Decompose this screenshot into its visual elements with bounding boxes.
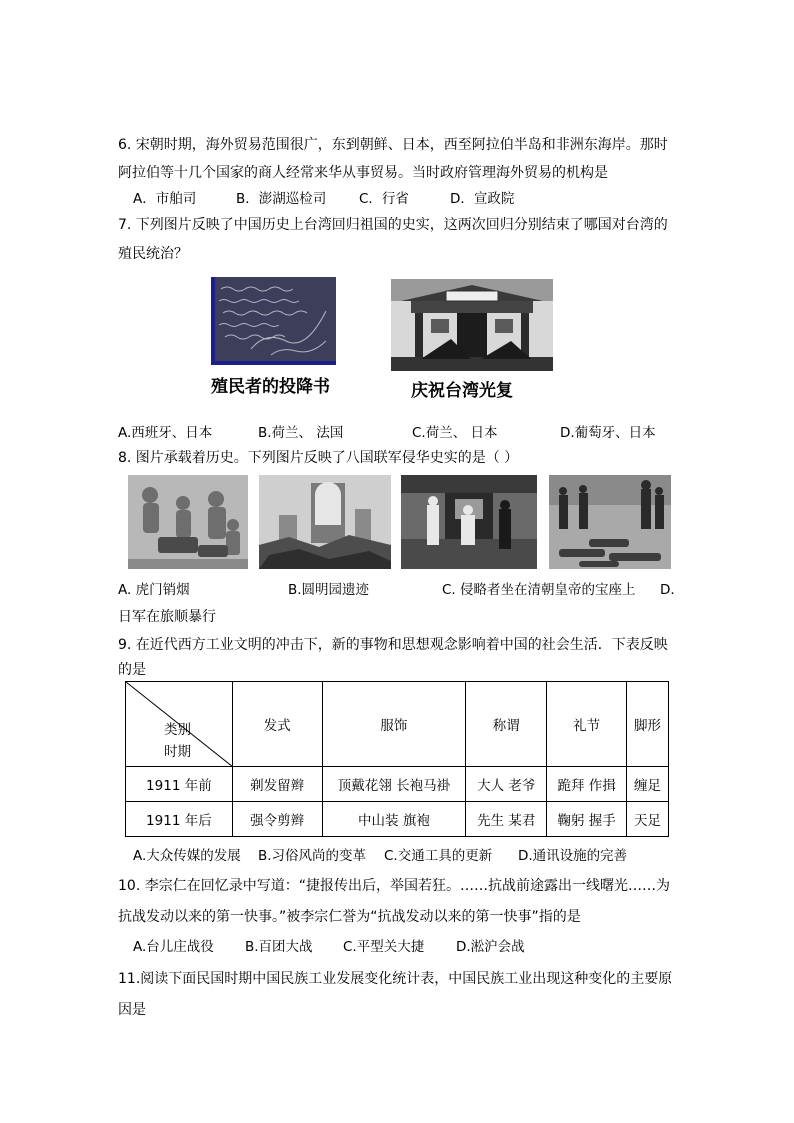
table-cell: 顶戴花翎 长袍马褂: [322, 767, 466, 802]
q6-option-a: A．市舶司: [133, 191, 197, 207]
corner-label-period: 时期: [164, 744, 191, 760]
q7-option-a: A.西班牙、日本: [118, 425, 213, 441]
q9-option-c: C.交通工具的更新: [384, 848, 493, 864]
table-cell: 鞠躬 握手: [547, 802, 627, 837]
q6-option-c: C．行省: [359, 191, 409, 207]
lushun-massacre-photo: [549, 475, 671, 569]
yuanmingyuan-ruins-photo: [259, 475, 391, 569]
customs-comparison-table: [125, 681, 669, 837]
table-cell: 天足: [627, 802, 669, 837]
table-cell: 缠足: [627, 767, 669, 802]
table-row: [126, 767, 669, 802]
q8-option-a: A. 虎门销烟: [118, 582, 190, 598]
table-cell: 中山装 旗袍: [322, 802, 466, 837]
q8-option-c: C. 侵略者坐在清朝皇帝的宝座上: [442, 582, 636, 598]
q6-option-d: D．宣政院: [450, 191, 515, 207]
q8-option-d-text: 日军在旅顺暴行: [118, 609, 216, 625]
table-cell: 大人 老爷: [466, 767, 547, 802]
table-cell: 1911 年前: [126, 767, 233, 802]
table-cell: 先生 某君: [466, 802, 547, 837]
q7-option-c: C.荷兰、 日本: [412, 425, 498, 441]
table-header-cell: 称谓: [466, 682, 547, 767]
humen-relief-photo: [128, 475, 248, 569]
q7-option-d: D.葡萄牙、日本: [560, 425, 656, 441]
table-row: [126, 802, 669, 837]
q6-option-b: B．澎湖巡检司: [236, 191, 327, 207]
q9-stem-line2: 的是: [118, 662, 146, 678]
q10-stem-line2: 抗战发动以来的第一快事。”被李宗仁誉为“抗战发动以来的第一快事”指的是: [118, 909, 581, 925]
table-corner-cell: [126, 682, 233, 767]
q7-stem-line1: 7. 下列图片反映了中国历史上台湾回归祖国的史实，这两次回归分别结束了哪国对台湾的: [118, 217, 668, 233]
q8-option-b: B.圆明园遗迹: [288, 582, 370, 598]
table-cell: 剃发留辫: [232, 767, 322, 802]
q9-option-a: A.大众传媒的发展: [133, 848, 241, 864]
q9-option-b: B.习俗风尚的变革: [258, 848, 367, 864]
q6-stem-line1: 6. 宋朝时期，海外贸易范围很广，东到朝鲜、日本，西至阿拉伯半岛和非洲东海岸。那时: [118, 137, 668, 153]
table-header-cell: 服饰: [322, 682, 466, 767]
taiwan-restoration-photo: [391, 279, 553, 371]
q11-stem-line1: 11.阅读下面民国时期中国民族工业发展变化统计表，中国民族工业出现这种变化的主要原: [118, 971, 673, 987]
q8-option-d: D.: [660, 582, 675, 598]
q10-option-a: A.台儿庄战役: [133, 939, 214, 955]
q10-stem-line1: 10. 李宗仁在回忆录中写道：“捷报传出后，举国若狂。……抗战前途露出一线曙光……为: [118, 878, 670, 894]
taiwan-restoration-caption: 庆祝台湾光复: [411, 381, 513, 401]
q9-stem-line1: 9. 在近代西方工业文明的冲击下，新的事物和思想观念影响着中国的社会生活．下表反映: [118, 637, 668, 653]
q7-stem-line2: 殖民统治？: [118, 246, 188, 262]
q7-option-b: B.荷兰、 法国: [258, 425, 344, 441]
table-header-cell: 礼节: [547, 682, 627, 767]
table-cell: 跪拜 作揖: [547, 767, 627, 802]
table-cell: 强令剪辫: [232, 802, 322, 837]
q8-stem: 8. 图片承载着历史。下列图片反映了八国联军侵华史实的是（ ）: [118, 450, 519, 466]
q9-option-d: D.通讯设施的完善: [518, 848, 628, 864]
surrender-document-caption: 殖民者的投降书: [211, 377, 330, 397]
q11-stem-line2: 因是: [118, 1002, 146, 1018]
surrender-document-photo: [211, 277, 336, 365]
table-header-cell: 发式: [232, 682, 322, 767]
q10-option-c: C.平型关大捷: [343, 939, 425, 955]
q10-option-d: D.淞沪会战: [456, 939, 525, 955]
corner-label-category: 类别: [164, 722, 191, 738]
q10-option-b: B.百团大战: [245, 939, 313, 955]
table-cell: 1911 年后: [126, 802, 233, 837]
q6-stem-line2: 阿拉伯等十几个国家的商人经常来华从事贸易。当时政府管理海外贸易的机构是: [118, 165, 608, 181]
throne-invaders-photo: [401, 475, 537, 569]
table-header-cell: 脚形: [627, 682, 669, 767]
